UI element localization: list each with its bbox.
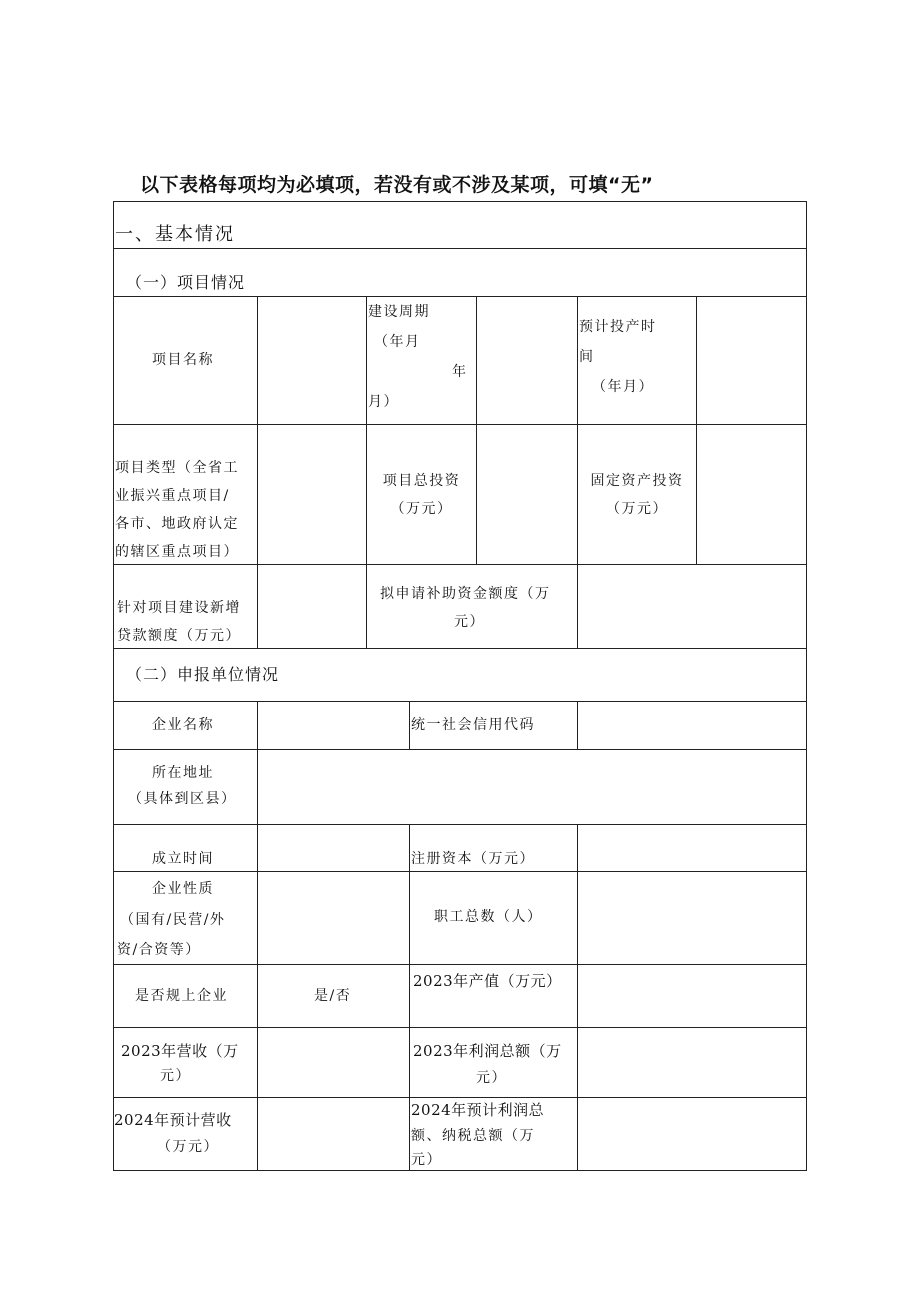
form-instruction: 以下表格每项均为必填项，若没有或不涉及某项，可填“无”	[140, 174, 654, 196]
registered-capital-label: 注册资本（万元）	[411, 851, 535, 867]
output-2023-input[interactable]	[578, 965, 806, 1027]
fixed-asset-label-line2: （万元）	[606, 501, 668, 517]
output-2023-label: 2023年产值（万元）	[413, 972, 562, 990]
expected-production-label-line2: 间	[579, 349, 595, 365]
expected-production-input[interactable]	[697, 297, 806, 424]
expected-production-label-line1: 预计投产时	[579, 319, 657, 335]
project-name-input[interactable]	[258, 297, 366, 424]
revenue-2024-label-line1: 2024年预计营收	[114, 1111, 232, 1129]
nature-label-line3: 资/合资等）	[117, 942, 201, 958]
revenue-2023-input[interactable]	[258, 1028, 409, 1097]
company-name-label: 企业名称	[152, 717, 214, 733]
revenue-2023-label-line1: 2023年营收（万	[121, 1042, 239, 1060]
founded-input[interactable]	[258, 825, 409, 871]
profit-2024-label-line3: 元）	[411, 1152, 442, 1168]
build-period-label-line2: （年月	[374, 334, 421, 350]
new-loan-input[interactable]	[258, 565, 366, 648]
founded-label: 成立时间	[152, 851, 214, 867]
build-period-label-line4: 月）	[368, 394, 399, 410]
subsidy-label-line2: 元）	[454, 614, 485, 630]
revenue-2023-label-line2: 元）	[160, 1068, 191, 1084]
credit-code-input[interactable]	[578, 702, 806, 749]
above-scale-label: 是否规上企业	[135, 988, 228, 1004]
address-input[interactable]	[258, 750, 806, 824]
employees-input[interactable]	[578, 872, 806, 964]
above-scale-value[interactable]: 是/否	[314, 988, 352, 1004]
section-basic-info-title: 一、基本情况	[115, 224, 235, 245]
build-period-label-line3: 年	[452, 364, 468, 380]
profit-2023-input[interactable]	[578, 1028, 806, 1097]
nature-label-line1: 企业性质	[152, 881, 214, 897]
subsection-applicant-title: （二）申报单位情况	[126, 665, 280, 684]
fixed-asset-input[interactable]	[697, 425, 806, 564]
project-type-label-line4: 的辖区重点项目）	[115, 544, 239, 560]
nature-label-line2: （国有/民营/外	[120, 912, 226, 928]
total-investment-input[interactable]	[477, 425, 577, 564]
revenue-2024-input[interactable]	[258, 1098, 409, 1170]
fixed-asset-label-line1: 固定资产投资	[590, 473, 684, 489]
profit-2023-label-line1: 2023年利润总额（万	[413, 1042, 562, 1060]
project-type-input[interactable]	[258, 425, 366, 564]
subsidy-input[interactable]	[578, 565, 806, 648]
profit-2024-label-line1: 2024年预计利润总	[411, 1101, 545, 1119]
project-name-label: 项目名称	[152, 352, 214, 368]
build-period-input[interactable]	[477, 297, 577, 424]
company-name-input[interactable]	[258, 702, 409, 749]
project-type-label-line1: 项目类型（全省工	[115, 460, 239, 476]
profit-2023-label-line2: 元）	[476, 1070, 507, 1086]
address-label-line2: （具体到区县）	[128, 791, 237, 807]
project-type-label-line2: 业振兴重点项目/	[115, 488, 230, 504]
employees-label: 职工总数（人）	[434, 909, 543, 925]
expected-production-label-line3: （年月）	[592, 379, 654, 395]
credit-code-label: 统一社会信用代码	[411, 717, 535, 733]
new-loan-label-line2: 贷款额度（万元）	[117, 628, 241, 644]
total-investment-label-line2: （万元）	[390, 501, 453, 517]
registered-capital-input[interactable]	[578, 825, 806, 871]
profit-2024-label-line2: 额、纳税总额（万	[411, 1128, 535, 1144]
profit-2024-input[interactable]	[578, 1098, 806, 1170]
total-investment-label-line1: 项目总投资	[382, 473, 461, 489]
project-type-label-line3: 各市、地政府认定	[115, 516, 239, 532]
build-period-label-line1: 建设周期	[368, 304, 430, 320]
revenue-2024-label-line2: （万元）	[157, 1139, 219, 1155]
address-label-line1: 所在地址	[152, 765, 214, 781]
new-loan-label-line1: 针对项目建设新增	[117, 600, 241, 616]
subsidy-label-line1: 拟申请补助资金额度（万	[380, 586, 551, 602]
subsection-project-title: （一）项目情况	[126, 273, 246, 292]
